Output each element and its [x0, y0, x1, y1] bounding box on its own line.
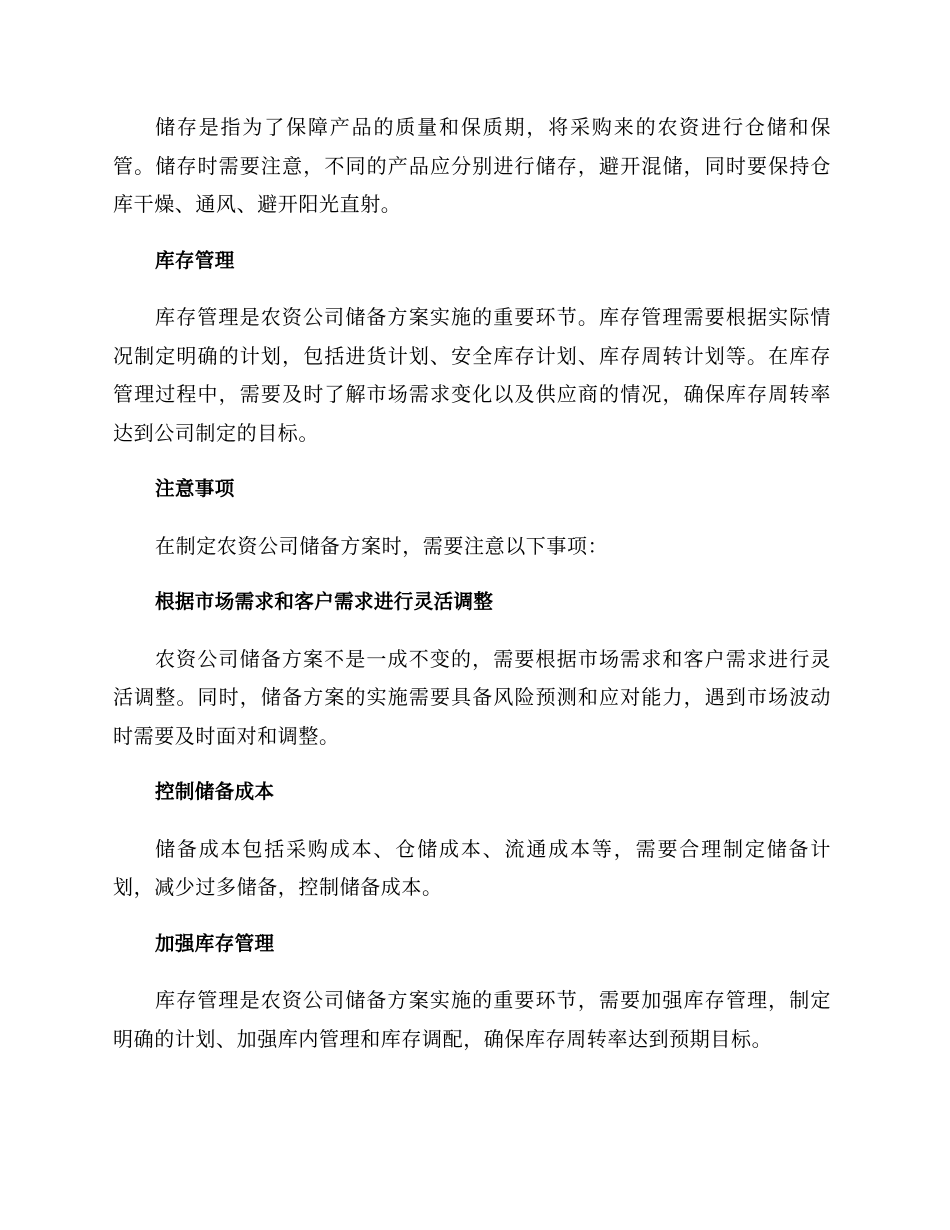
paragraph-storage: 储存是指为了保障产品的质量和保质期，将采购来的农资进行仓储和保管。储存时需要注意，不同的产品应分别进行储存，避开混储，同时要保持仓库干燥、通风、避开阳光直射。: [113, 115, 831, 216]
paragraph-notes-intro: 在制定农资公司储备方案时，需要注意以下事项：: [155, 533, 609, 558]
paragraph-strengthen-inventory: 库存管理是农资公司储备方案实施的重要环节，需要加强库存管理，制定明确的计划、加强库内管理和库存调配，确保库存周转率达到预期目标。: [113, 988, 831, 1051]
paragraph-inventory-management: 库存管理是农资公司储备方案实施的重要环节。库存管理需要根据实际情况制定明确的计划，包括进货计划、安全库存计划、库存周转计划等。在库存管理过程中，需要及时了解市场需求变化以及供应商的情况，确保库存周转率达到公司制定的目标。: [113, 305, 831, 445]
paragraph-flexible-adjustment: 农资公司储备方案不是一成不变的，需要根据市场需求和客户需求进行灵活调整。同时，储备方案的实施需要具备风险预测和应对能力，遇到市场波动时需要及时面对和调整。: [113, 646, 831, 748]
heading-notes: 注意事项: [155, 477, 235, 500]
paragraph-control-cost: 储备成本包括采购成本、仓储成本、流通成本等，需要合理制定储备计划，减少过多储备，控制储备成本。: [113, 836, 831, 899]
heading-flexible-adjustment: 根据市场需求和客户需求进行灵活调整: [155, 590, 494, 613]
heading-inventory-management: 库存管理: [155, 248, 235, 272]
heading-control-cost: 控制储备成本: [155, 780, 275, 803]
heading-strengthen-inventory: 加强库存管理: [155, 931, 275, 955]
document-page: [113, 108, 831, 1076]
